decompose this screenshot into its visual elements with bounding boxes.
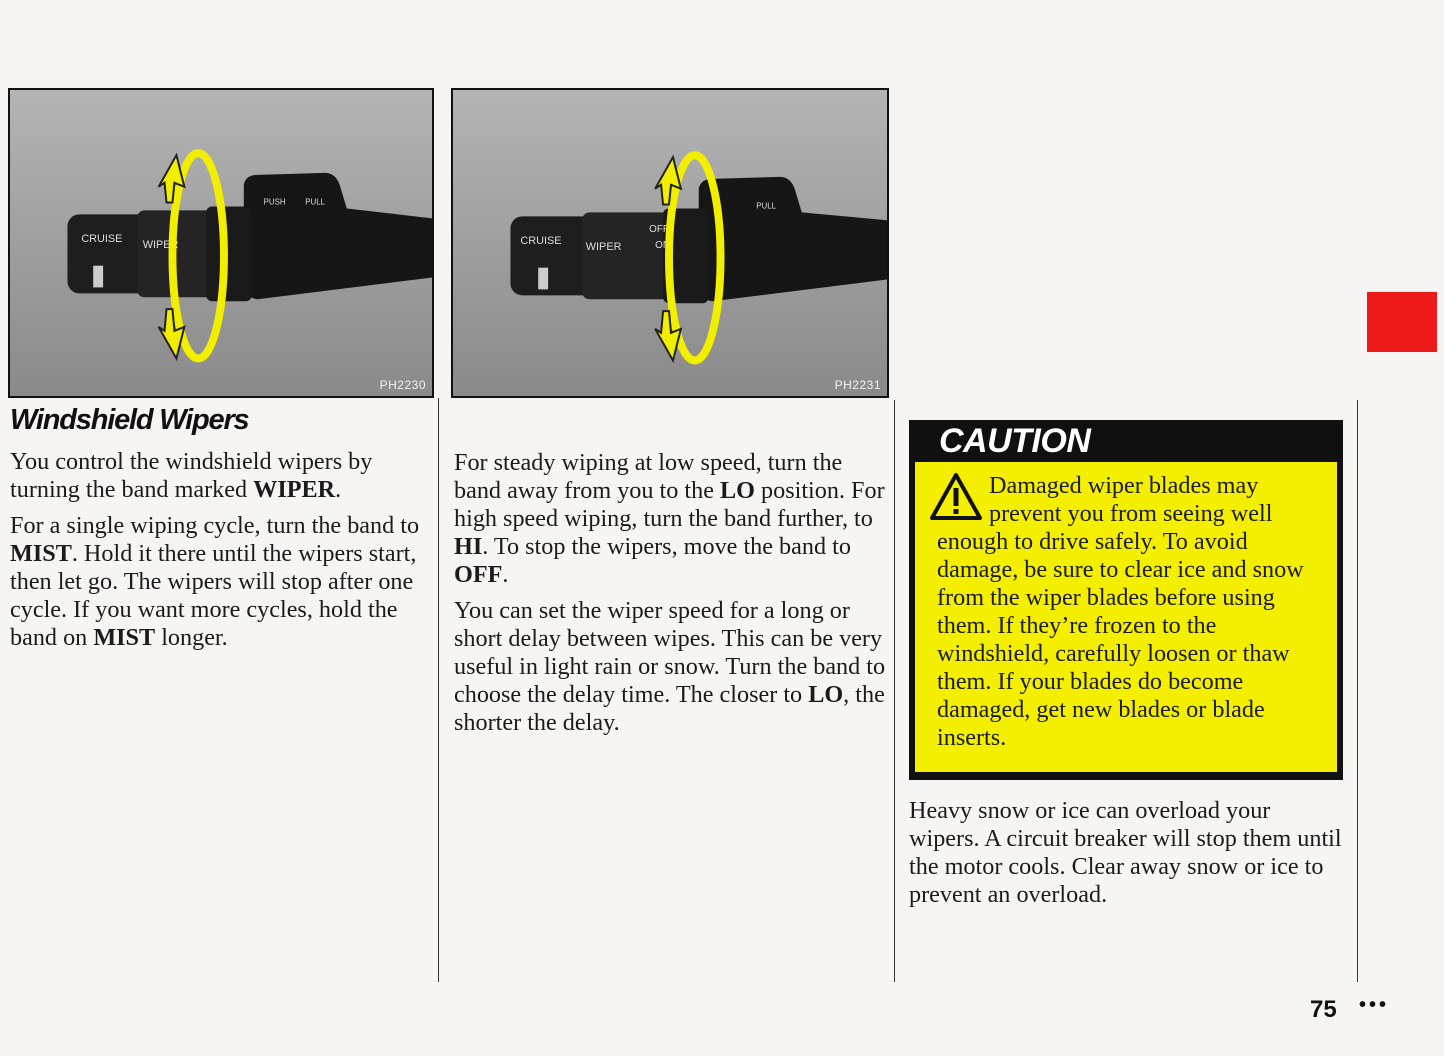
cruise-label: CRUISE	[81, 233, 123, 246]
body-column-2	[454, 449, 886, 745]
paragraph: For a single wiping cycle, turn the band to MIST. Hold it there until the wipers start, then let go. The wipers will stop after one cycle. If you want more cycles, hold the band on MIST longer.	[10, 512, 420, 651]
caution-title: CAUTION	[939, 422, 1091, 460]
wiper-label: WIPER	[142, 238, 179, 251]
paragraph: For steady wiping at low speed, turn the band away from you to the LO position. For high speed wiping, turn the band further, to HI. To stop the wipers, move the band to OFF.	[454, 449, 885, 588]
column-divider	[894, 400, 895, 982]
push-label: PUSH	[263, 197, 286, 207]
pull-label: PULL	[756, 201, 777, 211]
on-label: ON	[655, 239, 670, 251]
wiper-lever-photo-1	[8, 88, 434, 398]
off-label: OFF	[649, 224, 669, 236]
figure-code: PH2231	[834, 378, 881, 392]
figure-code: PH2230	[379, 378, 426, 392]
paragraph: Heavy snow or ice can overload your wipers. A circuit breaker will stop them until the motor cools. Clear away snow or ice to prevent an overload.	[909, 797, 1342, 908]
caution-text: Damaged wiper blades may prevent you from seeing well enough to drive safely. To avoid damage, be sure to clear ice and snow from the wiper blades before using them. If they’re frozen to the windshield, carefully loosen or thaw them. If your blades do become damaged, get new blades or blade inserts.	[937, 472, 1304, 751]
caution-body	[915, 462, 1337, 772]
page-number: 75	[1310, 996, 1337, 1023]
column-divider	[1357, 400, 1358, 982]
wiper-lever-photo-2	[451, 88, 889, 398]
cruise-label: CRUISE	[520, 235, 562, 247]
wiper-label: WIPER	[585, 240, 622, 253]
section-tab	[1367, 292, 1437, 352]
caution-box	[909, 420, 1343, 780]
section-title: Windshield Wipers	[10, 404, 249, 436]
paragraph: You control the windshield wipers by turning the band marked WIPER.	[10, 448, 373, 503]
pull-label: PULL	[305, 197, 326, 207]
paragraph: You can set the wiper speed for a long or short delay between wipes. This can be very useful in light rain or snow. Turn the band to choose the delay time. The closer to LO, the shorter the delay.	[454, 597, 886, 736]
body-column-1	[10, 448, 428, 660]
body-column-3	[909, 797, 1345, 917]
column-divider	[438, 398, 439, 982]
warning-triangle-icon	[929, 472, 983, 522]
page-dots: •••	[1359, 994, 1390, 1016]
